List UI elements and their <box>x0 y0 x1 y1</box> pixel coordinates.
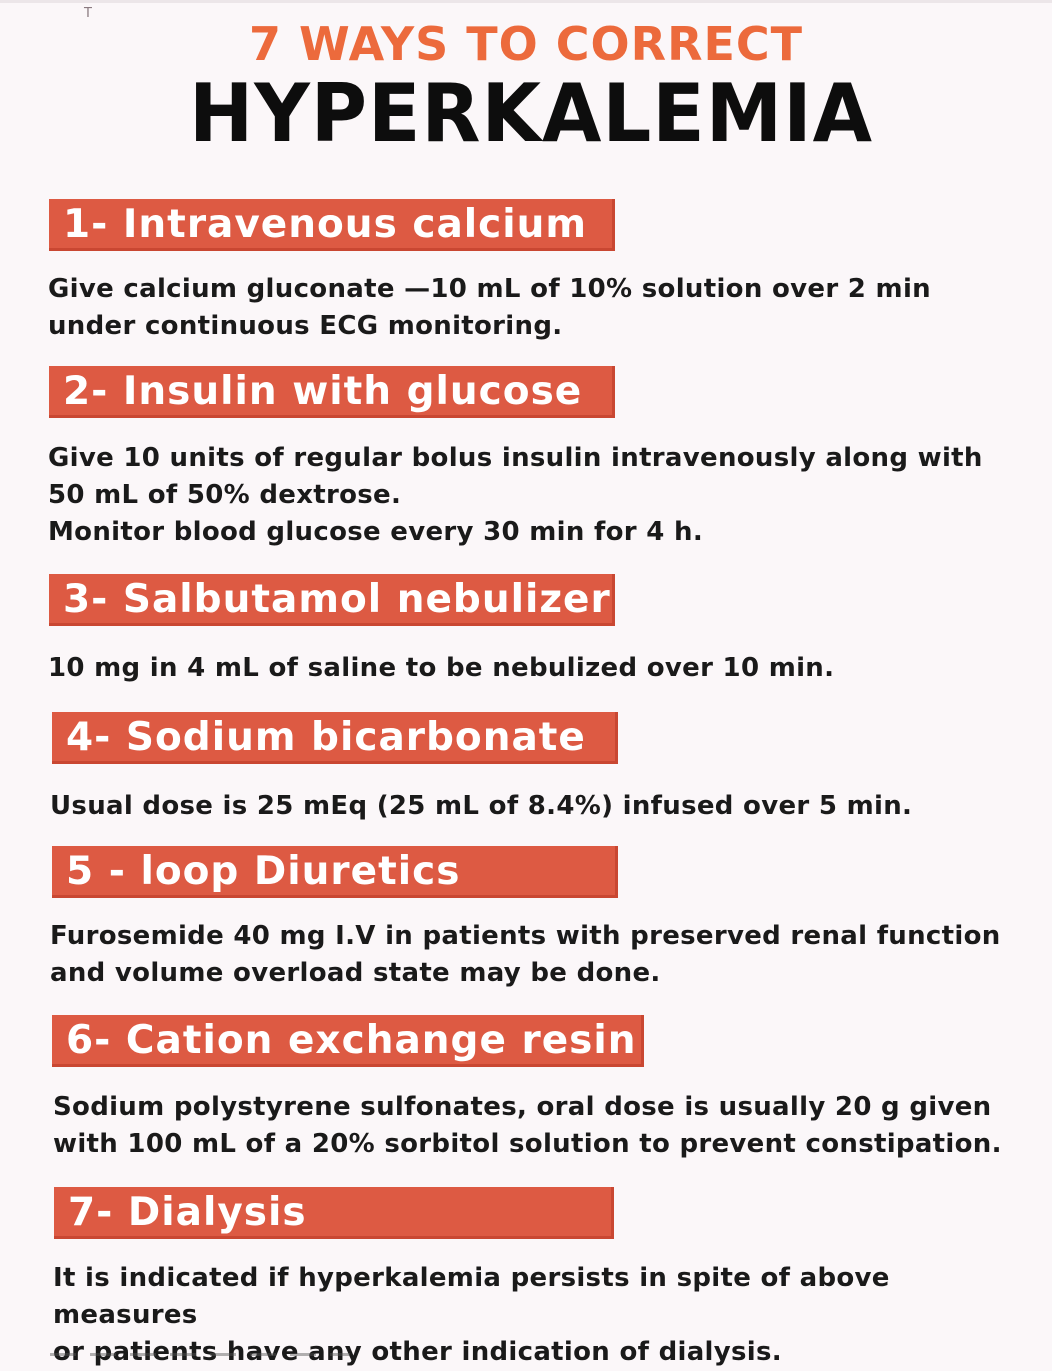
step-4-description: Usual dose is 25 mEq (25 mL of 8.4%) infused over 5 min. <box>50 791 913 821</box>
step-3-heading: 3- Salbutamol nebulizer <box>49 574 615 626</box>
step-5-heading: 5 - loop Diuretics <box>52 846 618 898</box>
step-2-heading: 2- Insulin with glucose <box>49 366 615 418</box>
step-2-description: Give 10 units of regular bolus insulin intravenously along with 50 mL of 50% dextrose. Monitor blood glucose every 30 min for 4 h. <box>48 443 983 547</box>
page-title: HYPERKALEMIA <box>188 67 874 160</box>
top-edge <box>0 0 1052 3</box>
step-7-heading: 7- Dialysis <box>54 1187 614 1239</box>
step-6-heading: 6- Cation exchange resin <box>52 1015 644 1067</box>
corner-mark: T <box>84 6 92 21</box>
cropped-footer-line <box>50 1353 350 1356</box>
step-6-description: Sodium polystyrene sulfonates, oral dose is usually 20 g given with 100 mL of a 20% sorbitol solution to prevent constipation. <box>53 1092 1002 1159</box>
step-5-description: Furosemide 40 mg I.V in patients with preserved renal function and volume overload state may be done. <box>50 921 1001 988</box>
step-1-description: Give calcium gluconate —10 mL of 10% solution over 2 min under continuous ECG monitoring. <box>48 274 931 341</box>
subtitle: 7 WAYS TO CORRECT <box>248 17 804 71</box>
step-7-description: It is indicated if hyperkalemia persists in spite of above measures or patients have any other indication of dialysis. <box>53 1263 890 1367</box>
step-4-heading: 4- Sodium bicarbonate <box>52 712 618 764</box>
step-1-heading: 1- Intravenous calcium <box>49 199 615 251</box>
step-3-description: 10 mg in 4 mL of saline to be nebulized over 10 min. <box>48 653 835 683</box>
